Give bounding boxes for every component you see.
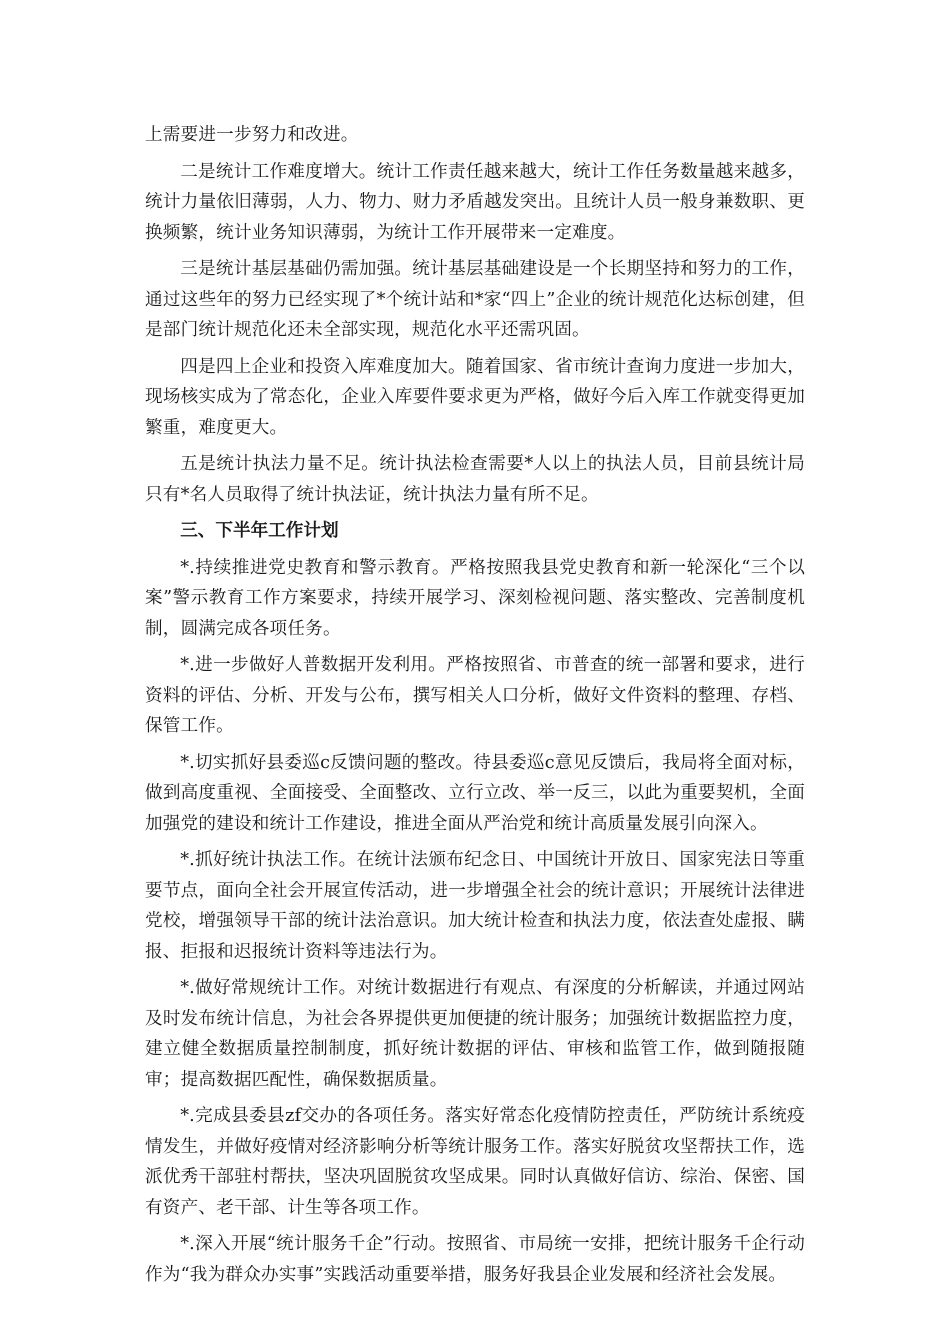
- plan-item-assigned-tasks: *.完成县委县zf交办的各项任务。落实好常态化疫情防控责任，严防统计系统疫情发生，并做好疫情对经济影响分析等统计服务工作。落实好脱贫攻坚帮扶工作，选派优秀干部驻村帮扶，坚决巩固脱贫攻坚成果。同时认真做好信访、综治、保密、国有资产、老干部、计生等各项工作。: [145, 1106, 805, 1218]
- document-page: [145, 120, 805, 1296]
- paragraph-grassroots: 三是统计基层基础仍需加强。统计基层基础建设是一个长期坚持和努力的工作，通过这些年的努力已经实现了*个统计站和*家“四上”企业的统计规范化达标创建，但是部门统计规范化还未全部实现，规范化水平还需巩固。: [145, 259, 805, 340]
- paragraph-enforcement-shortage: 五是统计执法力量不足。统计执法检查需要*人以上的执法人员，目前县统计局只有*名人员取得了统计执法证，统计执法力量有所不足。: [145, 454, 805, 505]
- plan-item-inspection-rectification: *.切实抓好县委巡c反馈问题的整改。待县委巡c意见反馈后，我局将全面对标，做到高度重视、全面接受、全面整改、立行立改、举一反三，以此为重要契机，全面加强党的建设和统计工作建设，推进全面从严治党和统计高质量发展引向深入。: [145, 752, 805, 834]
- section-heading: 三、下半年工作计划: [180, 521, 339, 541]
- plan-item-census-data: *.进一步做好人普数据开发利用。严格按照省、市普查的统一部署和要求，进行资料的评估、分析、开发与公布，撰写相关人口分析，做好文件资料的整理、存档、保管工作。: [145, 655, 805, 736]
- paragraph-continuation: 上需要进一步努力和改进。: [145, 125, 359, 145]
- paragraph-difficulty: 二是统计工作难度增大。统计工作责任越来越大，统计工作任务数量越来越多，统计力量依旧薄弱，人力、物力、财力矛盾越发突出。且统计人员一般身兼数职、更换频繁，统计业务知识薄弱，为统计工作开展带来一定难度。: [145, 161, 805, 243]
- plan-item-routine-statistics: *.做好常规统计工作。对统计数据进行有观点、有深度的分析解读，并通过网站及时发布统计信息，为社会各界提供更加便捷的统计服务；加强统计数据监控力度，建立健全数据质量控制制度，抓好统计数据的评估、审核和监管工作，做到随报随审；提高数据匹配性，确保数据质量。: [145, 978, 805, 1090]
- plan-item-party-education: *.持续推进党史教育和警示教育。严格按照我县党史教育和新一轮深化“三个以案”警示教育工作方案要求，持续开展学习、深刻检视问题、落实整改、完善制度机制，圆满完成各项任务。: [145, 557, 805, 639]
- plan-item-enterprise-service: *.深入开展“统计服务千企”行动。按照省、市局统一安排，把统计服务千企行动作为“我为群众办实事”实践活动重要举措，服务好我县企业发展和经济社会发展。: [145, 1234, 805, 1285]
- paragraph-enterprise-entry: 四是四上企业和投资入库难度加大。随着国家、省市统计查询力度进一步加大，现场核实成为了常态化，企业入库要件要求更为严格，做好今后入库工作就变得更加繁重，难度更大。: [145, 356, 805, 438]
- plan-item-law-enforcement: *.抓好统计执法工作。在统计法颁布纪念日、中国统计开放日、国家宪法日等重要节点，面向全社会开展宣传活动，进一步增强全社会的统计意识；开展统计法律进党校，增强领导干部的统计法治意识。加大统计检查和执法力度，依法查处虚报、瞒报、拒报和迟报统计资料等违法行为。: [145, 850, 805, 962]
